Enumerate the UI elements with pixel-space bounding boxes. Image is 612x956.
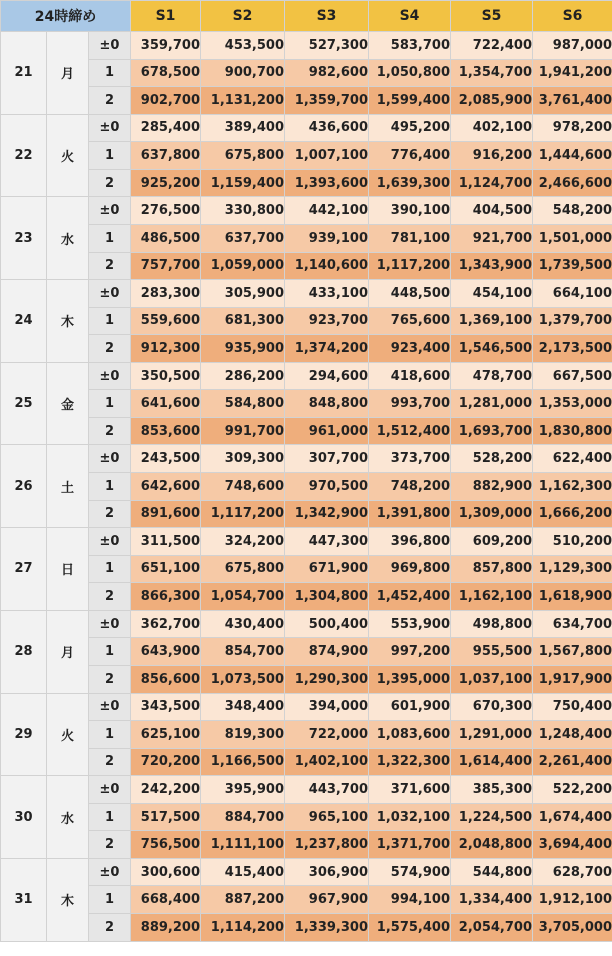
value-cell: 574,900	[369, 858, 451, 886]
value-cell: 528,200	[451, 445, 533, 473]
value-cell: 300,600	[131, 858, 201, 886]
value-cell: 3,694,400	[533, 831, 612, 859]
value-cell: 1,374,200	[285, 335, 369, 363]
value-cell: 857,800	[451, 555, 533, 583]
corner-label: 24時締め	[1, 1, 131, 32]
value-cell: 1,114,200	[201, 914, 285, 942]
tier-cell: ±0	[89, 114, 131, 142]
value-cell: 1,354,700	[451, 59, 533, 87]
value-cell: 436,600	[285, 114, 369, 142]
value-cell: 1,941,200	[533, 59, 612, 87]
value-cell: 625,100	[131, 721, 201, 749]
header-row	[1, 1, 612, 32]
value-cell: 1,281,000	[451, 390, 533, 418]
value-cell: 978,200	[533, 114, 612, 142]
value-cell: 285,400	[131, 114, 201, 142]
value-cell: 887,200	[201, 886, 285, 914]
value-cell: 1,111,100	[201, 831, 285, 859]
value-cell: 987,000	[533, 32, 612, 60]
day-cell: 26	[1, 445, 47, 528]
day-cell: 28	[1, 610, 47, 693]
value-cell: 675,800	[201, 142, 285, 170]
value-cell: 609,200	[451, 528, 533, 556]
tier-cell: 1	[89, 555, 131, 583]
tier-cell: 2	[89, 252, 131, 280]
value-cell: 415,400	[201, 858, 285, 886]
value-cell: 443,700	[285, 776, 369, 804]
weekday-cell: 火	[47, 693, 89, 776]
value-cell: 1,159,400	[201, 169, 285, 197]
value-cell: 1,452,400	[369, 583, 451, 611]
value-cell: 1,309,000	[451, 500, 533, 528]
day-cell: 21	[1, 32, 47, 115]
value-cell: 1,444,600	[533, 142, 612, 170]
value-cell: 286,200	[201, 362, 285, 390]
value-cell: 1,290,300	[285, 665, 369, 693]
table-row	[1, 693, 612, 721]
value-cell: 993,700	[369, 390, 451, 418]
weekday-cell: 日	[47, 528, 89, 611]
value-cell: 1,059,000	[201, 252, 285, 280]
value-cell: 1,166,500	[201, 748, 285, 776]
tier-cell: 2	[89, 500, 131, 528]
column-header: S2	[201, 1, 285, 32]
value-cell: 848,800	[285, 390, 369, 418]
value-cell: 902,700	[131, 87, 201, 115]
tier-cell: 1	[89, 473, 131, 501]
value-cell: 418,600	[369, 362, 451, 390]
value-cell: 498,800	[451, 610, 533, 638]
table-row	[1, 638, 612, 666]
value-cell: 781,100	[369, 224, 451, 252]
tier-cell: ±0	[89, 445, 131, 473]
value-cell: 668,400	[131, 886, 201, 914]
value-cell: 622,400	[533, 445, 612, 473]
value-cell: 495,200	[369, 114, 451, 142]
table-row	[1, 886, 612, 914]
value-cell: 955,500	[451, 638, 533, 666]
table-row	[1, 528, 612, 556]
tier-cell: 2	[89, 169, 131, 197]
value-cell: 1,339,300	[285, 914, 369, 942]
tier-cell: 2	[89, 914, 131, 942]
weekday-cell: 土	[47, 445, 89, 528]
day-cell: 22	[1, 114, 47, 197]
weekday-cell: 月	[47, 32, 89, 115]
tier-cell: ±0	[89, 610, 131, 638]
day-cell: 27	[1, 528, 47, 611]
tier-cell: 1	[89, 721, 131, 749]
column-header: S5	[451, 1, 533, 32]
value-cell: 967,900	[285, 886, 369, 914]
value-cell: 2,085,900	[451, 87, 533, 115]
value-cell: 1,369,100	[451, 307, 533, 335]
table-row	[1, 32, 612, 60]
value-cell: 997,200	[369, 638, 451, 666]
value-cell: 510,200	[533, 528, 612, 556]
value-cell: 324,200	[201, 528, 285, 556]
value-cell: 478,700	[451, 362, 533, 390]
value-cell: 921,700	[451, 224, 533, 252]
value-cell: 671,900	[285, 555, 369, 583]
day-cell: 31	[1, 858, 47, 941]
value-cell: 670,300	[451, 693, 533, 721]
value-cell: 348,400	[201, 693, 285, 721]
value-cell: 675,800	[201, 555, 285, 583]
value-cell: 553,900	[369, 610, 451, 638]
tier-cell: 1	[89, 638, 131, 666]
table-row	[1, 252, 612, 280]
tier-cell: 1	[89, 59, 131, 87]
value-cell: 889,200	[131, 914, 201, 942]
value-cell: 854,700	[201, 638, 285, 666]
table-row	[1, 59, 612, 87]
value-cell: 559,600	[131, 307, 201, 335]
day-cell: 29	[1, 693, 47, 776]
value-cell: 1,639,300	[369, 169, 451, 197]
value-cell: 900,700	[201, 59, 285, 87]
value-cell: 856,600	[131, 665, 201, 693]
value-cell: 3,705,000	[533, 914, 612, 942]
value-cell: 637,700	[201, 224, 285, 252]
value-cell: 583,700	[369, 32, 451, 60]
value-cell: 651,100	[131, 555, 201, 583]
value-cell: 681,300	[201, 307, 285, 335]
value-cell: 389,400	[201, 114, 285, 142]
value-cell: 294,600	[285, 362, 369, 390]
value-cell: 454,100	[451, 280, 533, 308]
tier-cell: 1	[89, 886, 131, 914]
table-row	[1, 362, 612, 390]
tier-cell: 2	[89, 335, 131, 363]
value-cell: 748,600	[201, 473, 285, 501]
value-cell: 866,300	[131, 583, 201, 611]
value-cell: 309,300	[201, 445, 285, 473]
value-cell: 884,700	[201, 803, 285, 831]
value-cell: 2,173,500	[533, 335, 612, 363]
value-cell: 350,500	[131, 362, 201, 390]
value-cell: 1,501,000	[533, 224, 612, 252]
value-cell: 1,073,500	[201, 665, 285, 693]
column-header: S1	[131, 1, 201, 32]
day-cell: 30	[1, 776, 47, 859]
day-cell: 24	[1, 280, 47, 363]
value-cell: 1,391,800	[369, 500, 451, 528]
table-row	[1, 473, 612, 501]
value-cell: 1,083,600	[369, 721, 451, 749]
value-cell: 517,500	[131, 803, 201, 831]
value-cell: 1,037,100	[451, 665, 533, 693]
value-cell: 720,200	[131, 748, 201, 776]
value-cell: 1,129,300	[533, 555, 612, 583]
tier-cell: 1	[89, 307, 131, 335]
value-cell: 925,200	[131, 169, 201, 197]
value-cell: 935,900	[201, 335, 285, 363]
value-cell: 776,400	[369, 142, 451, 170]
value-cell: 544,800	[451, 858, 533, 886]
value-cell: 1,291,000	[451, 721, 533, 749]
value-cell: 748,200	[369, 473, 451, 501]
value-cell: 1,007,100	[285, 142, 369, 170]
value-cell: 3,761,400	[533, 87, 612, 115]
value-cell: 1,224,500	[451, 803, 533, 831]
table-row	[1, 555, 612, 583]
day-cell: 25	[1, 362, 47, 445]
value-cell: 637,800	[131, 142, 201, 170]
value-cell: 853,600	[131, 417, 201, 445]
column-header: S3	[285, 1, 369, 32]
value-cell: 912,300	[131, 335, 201, 363]
value-cell: 311,500	[131, 528, 201, 556]
value-cell: 1,674,400	[533, 803, 612, 831]
value-cell: 330,800	[201, 197, 285, 225]
tier-cell: 1	[89, 142, 131, 170]
tier-cell: 2	[89, 748, 131, 776]
day-cell: 23	[1, 197, 47, 280]
value-cell: 1,395,000	[369, 665, 451, 693]
column-header: S4	[369, 1, 451, 32]
value-cell: 448,500	[369, 280, 451, 308]
value-cell: 1,567,800	[533, 638, 612, 666]
value-cell: 447,300	[285, 528, 369, 556]
table-row	[1, 114, 612, 142]
table-row	[1, 500, 612, 528]
tier-cell: ±0	[89, 776, 131, 804]
weekday-cell: 木	[47, 858, 89, 941]
value-cell: 1,618,900	[533, 583, 612, 611]
weekday-cell: 木	[47, 280, 89, 363]
tier-cell: 2	[89, 417, 131, 445]
value-cell: 750,400	[533, 693, 612, 721]
table-row	[1, 280, 612, 308]
value-cell: 874,900	[285, 638, 369, 666]
value-cell: 819,300	[201, 721, 285, 749]
value-cell: 522,200	[533, 776, 612, 804]
table-row	[1, 776, 612, 804]
table-row	[1, 831, 612, 859]
value-cell: 678,500	[131, 59, 201, 87]
table-row	[1, 803, 612, 831]
tier-cell: ±0	[89, 197, 131, 225]
value-cell: 994,100	[369, 886, 451, 914]
value-cell: 1,322,300	[369, 748, 451, 776]
value-cell: 923,400	[369, 335, 451, 363]
value-cell: 939,100	[285, 224, 369, 252]
value-cell: 1,917,900	[533, 665, 612, 693]
value-cell: 722,000	[285, 721, 369, 749]
value-cell: 1,131,200	[201, 87, 285, 115]
table-row	[1, 721, 612, 749]
value-cell: 970,500	[285, 473, 369, 501]
weekday-cell: 水	[47, 776, 89, 859]
tier-cell: ±0	[89, 32, 131, 60]
weekday-cell: 金	[47, 362, 89, 445]
value-cell: 1,248,400	[533, 721, 612, 749]
value-cell: 969,800	[369, 555, 451, 583]
table-row	[1, 583, 612, 611]
value-cell: 433,100	[285, 280, 369, 308]
value-cell: 1,393,600	[285, 169, 369, 197]
value-cell: 2,466,600	[533, 169, 612, 197]
value-cell: 1,032,100	[369, 803, 451, 831]
value-cell: 527,300	[285, 32, 369, 60]
table-row	[1, 169, 612, 197]
tier-cell: 1	[89, 390, 131, 418]
value-cell: 584,800	[201, 390, 285, 418]
value-cell: 396,800	[369, 528, 451, 556]
value-cell: 404,500	[451, 197, 533, 225]
value-cell: 1,371,700	[369, 831, 451, 859]
value-cell: 362,700	[131, 610, 201, 638]
value-cell: 1,402,100	[285, 748, 369, 776]
value-cell: 1,117,200	[369, 252, 451, 280]
value-cell: 628,700	[533, 858, 612, 886]
value-cell: 1,359,700	[285, 87, 369, 115]
value-cell: 371,600	[369, 776, 451, 804]
value-cell: 1,054,700	[201, 583, 285, 611]
tier-cell: 1	[89, 224, 131, 252]
value-cell: 1,117,200	[201, 500, 285, 528]
value-cell: 242,200	[131, 776, 201, 804]
table-row	[1, 610, 612, 638]
value-cell: 1,162,300	[533, 473, 612, 501]
value-cell: 1,334,400	[451, 886, 533, 914]
value-cell: 961,000	[285, 417, 369, 445]
value-cell: 891,600	[131, 500, 201, 528]
value-cell: 756,500	[131, 831, 201, 859]
value-cell: 757,700	[131, 252, 201, 280]
table-row	[1, 748, 612, 776]
value-cell: 307,700	[285, 445, 369, 473]
table-row	[1, 335, 612, 363]
value-cell: 965,100	[285, 803, 369, 831]
value-cell: 991,700	[201, 417, 285, 445]
table-row	[1, 445, 612, 473]
value-cell: 442,100	[285, 197, 369, 225]
table-row	[1, 858, 612, 886]
value-cell: 1,614,400	[451, 748, 533, 776]
value-cell: 343,500	[131, 693, 201, 721]
table-row	[1, 142, 612, 170]
value-cell: 500,400	[285, 610, 369, 638]
value-cell: 1,546,500	[451, 335, 533, 363]
value-cell: 1,343,900	[451, 252, 533, 280]
tier-cell: 2	[89, 831, 131, 859]
value-cell: 390,100	[369, 197, 451, 225]
value-cell: 2,261,400	[533, 748, 612, 776]
value-cell: 641,600	[131, 390, 201, 418]
value-cell: 1,599,400	[369, 87, 451, 115]
value-cell: 1,575,400	[369, 914, 451, 942]
column-header: S6	[533, 1, 612, 32]
value-cell: 373,700	[369, 445, 451, 473]
value-cell: 1,124,700	[451, 169, 533, 197]
value-cell: 453,500	[201, 32, 285, 60]
value-cell: 359,700	[131, 32, 201, 60]
value-cell: 664,100	[533, 280, 612, 308]
value-cell: 1,140,600	[285, 252, 369, 280]
tier-cell: ±0	[89, 693, 131, 721]
tier-cell: ±0	[89, 280, 131, 308]
value-cell: 1,666,200	[533, 500, 612, 528]
value-cell: 882,900	[451, 473, 533, 501]
value-cell: 1,830,800	[533, 417, 612, 445]
value-cell: 305,900	[201, 280, 285, 308]
weekday-cell: 月	[47, 610, 89, 693]
value-cell: 430,400	[201, 610, 285, 638]
value-cell: 601,900	[369, 693, 451, 721]
tier-cell: ±0	[89, 528, 131, 556]
value-cell: 1,912,100	[533, 886, 612, 914]
value-cell: 667,500	[533, 362, 612, 390]
tier-cell: 1	[89, 803, 131, 831]
table-row	[1, 665, 612, 693]
value-cell: 1,050,800	[369, 59, 451, 87]
tier-cell: 2	[89, 87, 131, 115]
value-cell: 402,100	[451, 114, 533, 142]
value-cell: 923,700	[285, 307, 369, 335]
value-cell: 276,500	[131, 197, 201, 225]
value-cell: 765,600	[369, 307, 451, 335]
table-row	[1, 307, 612, 335]
value-cell: 243,500	[131, 445, 201, 473]
value-cell: 385,300	[451, 776, 533, 804]
value-cell: 394,000	[285, 693, 369, 721]
value-cell: 2,054,700	[451, 914, 533, 942]
value-cell: 1,512,400	[369, 417, 451, 445]
table-body	[1, 32, 612, 942]
value-cell: 306,900	[285, 858, 369, 886]
value-cell: 1,739,500	[533, 252, 612, 280]
value-cell: 1,379,700	[533, 307, 612, 335]
weekday-cell: 火	[47, 114, 89, 197]
table-row	[1, 87, 612, 115]
value-cell: 1,693,700	[451, 417, 533, 445]
value-cell: 1,304,800	[285, 583, 369, 611]
value-cell: 642,600	[131, 473, 201, 501]
value-cell: 1,162,100	[451, 583, 533, 611]
tier-cell: ±0	[89, 362, 131, 390]
tier-cell: ±0	[89, 858, 131, 886]
value-cell: 1,353,000	[533, 390, 612, 418]
value-cell: 1,237,800	[285, 831, 369, 859]
table-row	[1, 390, 612, 418]
value-cell: 634,700	[533, 610, 612, 638]
value-cell: 982,600	[285, 59, 369, 87]
table-row	[1, 224, 612, 252]
tier-cell: 2	[89, 665, 131, 693]
table-row	[1, 197, 612, 225]
value-cell: 643,900	[131, 638, 201, 666]
value-cell: 548,200	[533, 197, 612, 225]
value-cell: 722,400	[451, 32, 533, 60]
value-cell: 395,900	[201, 776, 285, 804]
value-cell: 486,500	[131, 224, 201, 252]
table-row	[1, 417, 612, 445]
value-cell: 283,300	[131, 280, 201, 308]
tier-cell: 2	[89, 583, 131, 611]
value-cell: 916,200	[451, 142, 533, 170]
table-row	[1, 914, 612, 942]
value-cell: 2,048,800	[451, 831, 533, 859]
value-cell: 1,342,900	[285, 500, 369, 528]
weekday-cell: 水	[47, 197, 89, 280]
